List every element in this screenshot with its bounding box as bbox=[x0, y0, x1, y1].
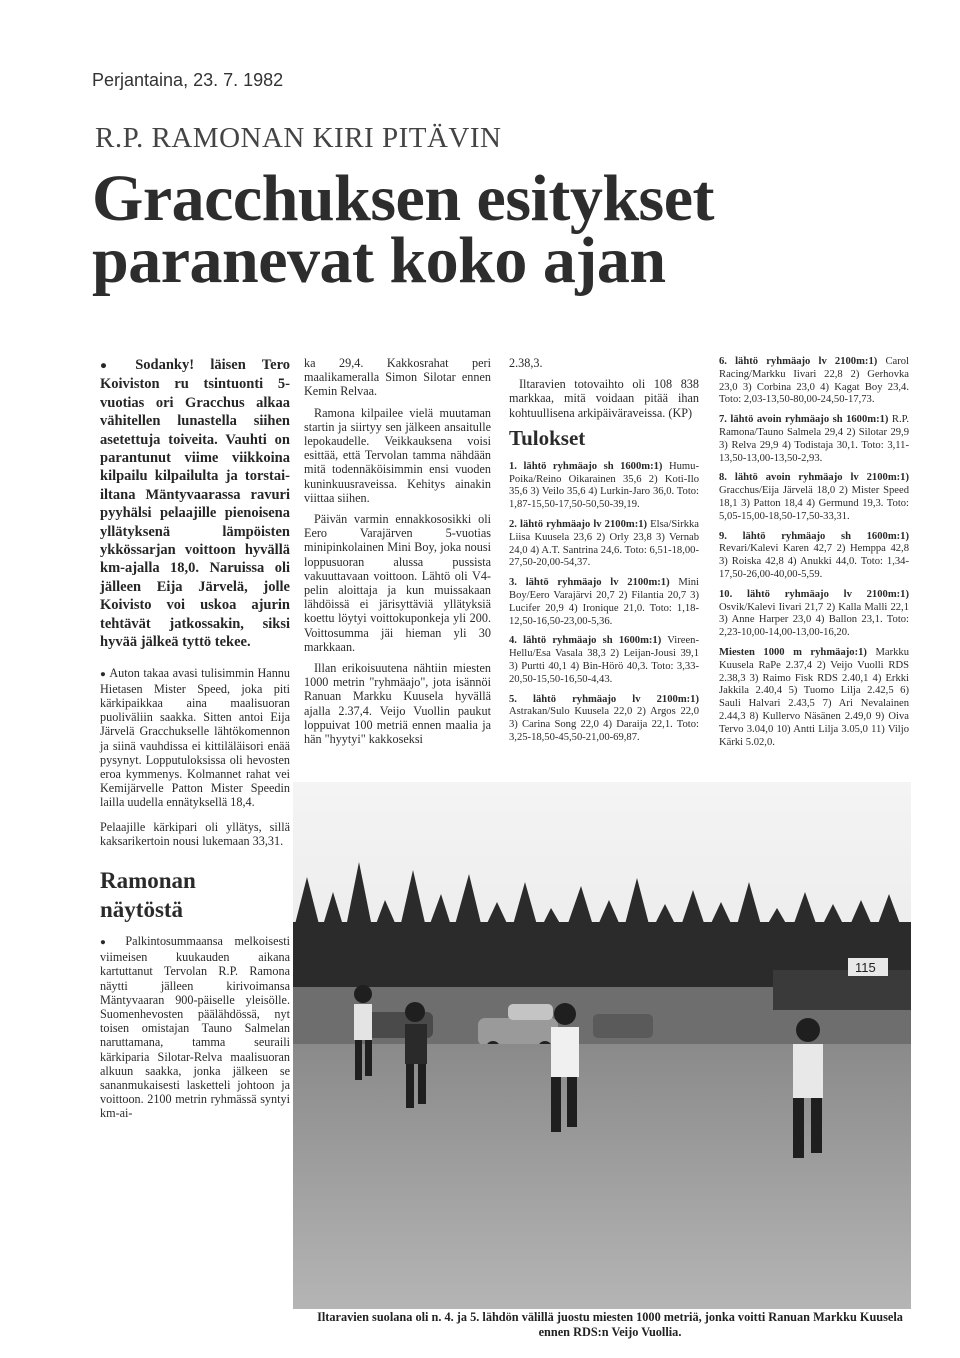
paragraph: ka 29,4. Kakkosrahat peri maalikameralla Simon Silotar ennen Kemin Relvaa. bbox=[304, 356, 491, 399]
result-text: Mini Boy/Eero Varajärvi 20,7 2) Filantia 20,7 3) Lucifer 20,9 4) Ironique 21,0. Toto: 1,18-12,50-16,50-23,00-5,36. bbox=[509, 577, 699, 627]
lead-paragraph: ● Sodanky! läisen Tero Koiviston ru tsintuonti 5-vuotias ori Gracchus alkaa vähitellen lunastella siihen asetettuja toiveita. Vauhti on parantunut viime viikkoina kilpailu kilpailulta ja torstai-iltana Mäntyvaarassa ravuri pyyhälsi pelaajille pienoisena yllätyksenä lämpöisten ykkössarjan voittoon hyvällä km-ajalla 18,0. Naruissa oli jälleen Eija Järvelä, jolle Koivisto voi uskoa ajurin tehtävät jatkossakin, siksi hyvää jälkeä tyttö tekee. bbox=[100, 356, 290, 652]
paragraph: ● Auton takaa avasi tulisimmin Hannu Hietasen Mister Speed, joka piti kärkipaikkaa aina maalisuoran puoliväliin saakka. Sitten antoi Eija Järvelä Gracchukselle lähtökomennon ja siinä vauhdissa ei kittiläläisori enää pysynyt. Lopputuloksissa oli hevosten eroa kymmenys. Kolmannet rahat vei Kemijärvelle Patton Mister Speedin lailla uudella ennätyksellä 18,4. bbox=[100, 666, 290, 810]
result-heading: 4. lähtö ryhmäajo sh 1600m:1) bbox=[509, 635, 662, 647]
result-entry bbox=[509, 577, 699, 628]
scoreboard-number: 115 bbox=[855, 960, 876, 975]
result-entry bbox=[719, 356, 909, 407]
result-text: Markku Kuusela RaPe 2.37,4 2) Veijo Vuolli RDS 2.38,3 3) Raimo Fisk RDS 2.40,1 4) Erkki Jakkila 2.40,4 5) Tuomo Lilja 2.42,5 6) Sauli Halvari 2.43,5 7) Ari Nevalainen 2.44,3 8) Kullervo Näsänen 2.49,0 9) Oiva Tervo 3.04,0 10) Antti Lilja 3.05,0 11) Viljo Kärki 5.02,0. bbox=[719, 646, 909, 748]
result-entry bbox=[509, 461, 699, 512]
result-heading: 7. lähtö avoin ryhmäajo sh 1600m:1) bbox=[719, 414, 889, 426]
result-text: Osvik/Kalevi Iivari 21,7 2) Kalla Malli 22,1 3) Anne Harper 23,0 4) Ballon 23,1. Toto: 2,23-10,00-14,00-13,00-16,20. bbox=[719, 601, 909, 639]
result-text: Carol Racing/Markku Iivari 22,8 2) Gerhovka 23,0 3) Corbina 23,0 4) Kagat Boy 23,4. Toto: 2,03-13,50-80,00-24,50-17,73. bbox=[719, 356, 910, 406]
column-3 bbox=[509, 356, 699, 752]
subheading-tulokset: Tulokset bbox=[509, 425, 586, 450]
paragraph: Ramona kilpailee vielä muutaman startin ja siirtyy sen jälkeen ansaitulle lepokaudelle. Veikkauksena voisi esittää, että Tervolan tamma nähdään mitä todennäköisimmin ensi vuoden kuninkuusraveissa. Kehitys ainakin viittaa siihen. bbox=[304, 405, 491, 505]
subheading-ramonan-naytosta: Ramonan näytöstä bbox=[100, 867, 196, 922]
column-4 bbox=[719, 356, 909, 756]
paragraph: Pelaajille kärkipari oli yllätys, sillä kaksarikertoin nousi lukemaan 33,31. bbox=[100, 819, 290, 848]
paragraph: 2.38,3. bbox=[509, 356, 543, 370]
result-text: Astrakan/Sulo Kuusela 22,0 2) Argos 22,0 3) Carina Song 22,0 4) Daraija 22,1. Toto: 3,25-18,50-45,50-21,00-69,87. bbox=[509, 706, 699, 743]
result-heading: 8. lähtö avoin ryhmäajo lv 2100m:1) bbox=[719, 472, 909, 484]
result-heading: 10. lähtö ryhmäajo lv 2100m:1) bbox=[719, 588, 909, 600]
result-text: Gracchus/Eija Järvelä 18,0 2) Mister Speed 18,1 3) Patton 18,4 4) Germund 19,3. Toto: 5,05-15,00-18,50-17,50-33,31. bbox=[719, 485, 909, 522]
column-2 bbox=[304, 356, 491, 753]
result-heading: 5. lähtö ryhmäajo lv 2100m:1) bbox=[509, 693, 699, 705]
result-text: Vireen-Hellu/Esa Vasala 38,3 2) Leijan-Jousi 39,1 3) Purtti 40,1 4) Bin-Hörö 40,3. Toto: 3,33-20,50-15,50-16,50-4,43. bbox=[509, 635, 699, 685]
result-entry bbox=[509, 635, 699, 686]
paragraph: Iltaravien totovaihto oli 108 838 markkaa, mitä voidaan pitää ihan kohtuullisena arkipäiväraveissa. (KP) bbox=[509, 377, 699, 420]
column-1 bbox=[100, 356, 290, 1128]
result-heading: 2. lähtö ryhmäajo lv 2100m:1) bbox=[509, 519, 648, 530]
result-entry bbox=[509, 694, 699, 745]
publication-date: Perjantaina, 23. 7. 1982 bbox=[92, 70, 284, 90]
paragraph: ● Palkintosummaansa melkoisesti viimeisen kuukauden aikana kartuttanut Tervolan R.P. Ramona näytti jälleen kirivoimansa Mäntyvaaran 900-päiselle yleisölle. Suomenhevosten päälähdössä, nyt toisen omistajan Tauno Salmelan naruttamana, tamma seuraili kärkiparia Silotar-Relva maalisuoran alkuun saakka, jonka jälkeen se sananmukaisesti lasketteli johtoon ja voittoon. 2100 metrin ryhmässä syntyi km-ai- bbox=[100, 934, 290, 1121]
result-heading: 1. lähtö ryhmäajo sh 1600m:1) bbox=[509, 460, 663, 472]
result-entry bbox=[719, 472, 909, 523]
paragraph: Illan erikoisuutena nähtiin miesten 1000 metrin "ryhmäajo", jota isännöi Ranuan Markku Kuusela hyvällä ajalla 2.37,4. Veijo Vuollin paukut loppuivat 100 metriä ennen maalia ja hän "hyytyi" kakkoseksi bbox=[304, 661, 491, 747]
result-entry bbox=[719, 531, 909, 582]
result-heading: Miesten 1000 m ryhmäajo:1) bbox=[719, 646, 867, 658]
result-heading: 6. lähtö ryhmäajo lv 2100m:1) bbox=[719, 356, 878, 367]
article-kicker: R.P. RAMONAN KIRI PITÄVIN bbox=[95, 122, 502, 154]
race-photo bbox=[293, 782, 911, 1309]
result-heading: 3. lähtö ryhmäajo lv 2100m:1) bbox=[509, 577, 670, 589]
result-entry bbox=[719, 589, 909, 640]
result-text: Humu-Poika/Reino Oikarainen 35,6 2) Koti-Ilo 35,6 3) Veilo 35,6 4) Lurkin-Jaro 36,0. Toto: 1,87-15,50-17,50-50,50-39,19. bbox=[509, 460, 699, 511]
result-entry bbox=[719, 647, 909, 749]
result-entry bbox=[719, 414, 909, 465]
result-text: Elsa/Sirkka Liisa Kuusela 23,6 2) Orly 23,8 3) Vernab 24,0 4) A.T. Santrina 24,6. Toto: 6,51-18,00-27,50-20,00-54,37. bbox=[509, 519, 699, 569]
photo-caption: Iltaravien suolana oli n. 4. ja 5. lähdön välillä juostu miesten 1000 metriä, jonka voitti Ranuan Markku Kuusela ennen RDS:n Veijo Vuollia. bbox=[317, 1310, 903, 1339]
paragraph: Päivän varmin ennakkososikki oli Eero Varajärven 5-vuotias minipinkolainen Mini Boy, joka nousi loppusuoran alussa pussista vakuuttavaan voittoon. Lähtö oli V4-pelin aloittaja ja kun muissakaan lähdöissä ei järisyttäviä yllätyksiä koettu löytyi voittokuponkeja yli 200. Voittosumma jäi hieman yli 30 markkaan. bbox=[304, 512, 491, 654]
result-heading: 9. lähtö ryhmäajo sh 1600m:1) bbox=[719, 530, 909, 542]
race-photo-illustration bbox=[293, 782, 911, 1309]
result-entry bbox=[509, 519, 699, 570]
result-text: R.P. Ramona/Tauno Salmela 29,4 2) Silotar 29,9 3) Relva 29,9 4) Todistaja 30,1. Toto: 3,11-13,50-13,00-13,50-2,93. bbox=[719, 414, 909, 464]
results-list bbox=[509, 461, 699, 745]
result-text: Revari/Kalevi Karen 42,7 2) Hemppa 42,8 3) Roiska 42,8 4) Anukki 44,0. Toto: 1,34-17,50-26,00-40,00-5,59. bbox=[719, 543, 909, 580]
article-headline: Gracchuksen esitykset paranevat koko ajan bbox=[92, 162, 714, 297]
